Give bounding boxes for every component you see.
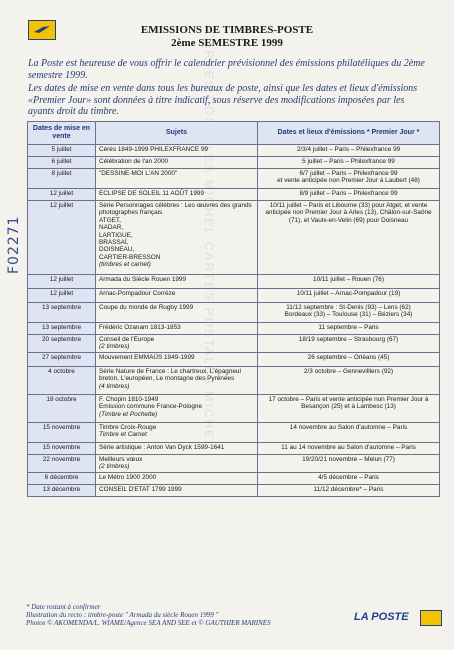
row-date: 13 décembre xyxy=(28,484,96,496)
row-date: 4 octobre xyxy=(28,366,96,394)
row-subject-text: Frédéric Ozanam 1813-1853 xyxy=(99,324,181,331)
row-subject-text: Le Métro 1900 2000 xyxy=(99,473,157,481)
row-subject xyxy=(96,323,258,335)
table-row xyxy=(28,394,440,422)
title-line2: 2ème SEMESTRE 1999 xyxy=(171,37,283,49)
footer-note-1: * Date restant à confirmer xyxy=(26,603,101,611)
row-subject-text: Conseil de l'Europe xyxy=(99,336,155,343)
table-row xyxy=(28,454,440,472)
row-date: 15 novembre xyxy=(28,422,96,442)
row-date: 12 juillet xyxy=(28,189,96,201)
row-subject xyxy=(96,169,258,189)
row-subject-text: Meilleurs vœux xyxy=(99,455,143,463)
row-date: 13 septembre xyxy=(28,303,96,323)
row-subject-text: "DESSINE-MOI L'AN 2000" xyxy=(99,170,178,177)
row-first-day: 11/12 septembre : St-Denis (93) – Lens (62) Bordeaux (33) – Toulouse (31) – Béziers (34) xyxy=(258,303,440,323)
row-first-day: 4/5 décembre – Paris xyxy=(258,472,440,484)
row-date: 5 juillet xyxy=(28,145,96,157)
table-row xyxy=(28,169,440,189)
row-date: 12 juillet xyxy=(28,201,96,275)
intro-text xyxy=(28,58,432,120)
row-subject-text: F. Chopin 1810-1949 Emission commune France-Pologne xyxy=(99,395,203,411)
row-date: 12 juillet xyxy=(28,289,96,303)
row-subject xyxy=(96,366,258,394)
row-first-day: 17 octobre – Paris et vente anticipée non Premier Jour à Besançon (25) et à Lambesc (13) xyxy=(258,394,440,422)
handwritten-reference xyxy=(4,186,26,276)
row-first-day: 8/9 juillet – Paris – Philexfrance 99 xyxy=(258,189,440,201)
table-row xyxy=(28,289,440,303)
page-title xyxy=(0,24,454,50)
row-subject-text: Série Nature de France : Le chartreux, L'épagneul breton, L'européen, Le montagne des Pyrénées xyxy=(99,367,241,383)
row-date: 12 juillet xyxy=(28,275,96,289)
table-row xyxy=(28,352,440,366)
table-row xyxy=(28,484,440,496)
row-first-day: 2/3/4 juillet – Paris – Philexfrance 99 xyxy=(258,145,440,157)
row-subject-note: (4 timbres) xyxy=(99,382,130,390)
row-first-day: 18/19 septembre – Strasbourg (67) xyxy=(258,335,440,353)
header-first-day: Dates et lieux d'émissions * Premier Jour * xyxy=(258,122,440,145)
la-poste-logo-text: LA POSTE xyxy=(354,611,409,623)
table-row xyxy=(28,201,440,275)
table-row xyxy=(28,422,440,442)
row-first-day: 10/11 juillet – Arnac-Pompadour (19) xyxy=(258,289,440,303)
footer-note-3: Photos © AKOMENDA/L. WIAME/Agence SEA AND SEE et © GAUTHIER MARINES xyxy=(26,619,271,627)
table-row xyxy=(28,189,440,201)
row-subject-text: Arnac-Pompadour Corrèze xyxy=(99,290,176,297)
la-poste-logo xyxy=(354,610,442,624)
row-subject xyxy=(96,394,258,422)
row-subject-note: (2 timbres) xyxy=(99,343,130,351)
table-row xyxy=(28,323,440,335)
row-first-day: 11 septembre – Paris xyxy=(258,323,440,335)
row-date: 22 novembre xyxy=(28,454,96,472)
row-subject xyxy=(96,472,258,484)
row-subject-text: CONSEIL D'ETAT 1799 1999 xyxy=(99,485,182,493)
watermark-text: CARTES POSTALES MICHEL CARTES POSTALES MICHEL xyxy=(202,30,216,449)
row-subject xyxy=(96,189,258,201)
row-subject xyxy=(96,201,258,275)
row-date: 6 décembre xyxy=(28,472,96,484)
table-row xyxy=(28,472,440,484)
row-subject-text: ECLIPSE DE SOLEIL 11 AOÛT 1999 xyxy=(99,190,205,197)
handwritten-reference-text: F02271 xyxy=(6,215,22,274)
row-subject xyxy=(96,145,258,157)
row-first-day: 19/20/21 novembre – Melun (77) xyxy=(258,454,440,472)
row-date: 8 juillet xyxy=(28,169,96,189)
row-subject-note: (2 timbres) xyxy=(99,463,130,471)
row-subject-text: Mouvement EMMAÜS 1949-1999 xyxy=(99,353,195,361)
header-subjects: Sujets xyxy=(96,122,258,145)
row-subject-note: Timbre et Carnet xyxy=(99,431,147,439)
row-first-day: 14 novembre au Salon d'automne – Paris xyxy=(258,422,440,442)
row-first-day: 26 septembre – Orléans (45) xyxy=(258,352,440,366)
title-line1: EMISSIONS DE TIMBRES-POSTE xyxy=(140,24,314,36)
footer-notes xyxy=(26,603,316,627)
row-subject xyxy=(96,422,258,442)
row-subject xyxy=(96,484,258,496)
row-subject xyxy=(96,303,258,323)
row-subject-text: Cérès 1849-1999 PHILEXFRANCE 99 xyxy=(99,146,209,153)
emissions-table xyxy=(27,121,440,497)
header-dates: Dates de mise en vente xyxy=(28,122,96,145)
row-subject xyxy=(96,335,258,353)
row-subject-text: Coupe du monde de Rugby 1999 xyxy=(99,304,194,311)
row-date: 27 septembre xyxy=(28,352,96,366)
table-row xyxy=(28,145,440,157)
row-first-day: 5 juillet – Paris – Philexfrance 99 xyxy=(258,157,440,169)
row-first-day: 2/3 octobre – Gennevilliers (92) xyxy=(258,366,440,394)
row-first-day: 10/11 juillet – Rouen (76) xyxy=(258,275,440,289)
table-row xyxy=(28,335,440,353)
row-subject-text: Série Personnages célèbres : Les œuvres des grands photographes français ATGET, NADAR, LARTIGUE, BRASSAÏ, DOISNEAU, CARTIER-BRESSON xyxy=(99,202,252,261)
footer-note-2: Illustration du recto : timbre-poste " Armada du siècle Rouen 1999 " xyxy=(26,611,219,619)
row-subject xyxy=(96,454,258,472)
table-row xyxy=(28,157,440,169)
row-first-day: 6/7 juillet – Paris – Philexfrance 99 et vente anticipée non Premier Jour à Laubert (48) xyxy=(258,169,440,189)
row-subject-note: (Timbre et Pochette) xyxy=(99,410,158,418)
row-date: 15 novembre xyxy=(28,442,96,454)
row-date: 6 juillet xyxy=(28,157,96,169)
row-subject-text: Célébration de l'an 2000 xyxy=(99,158,169,165)
table-header-row xyxy=(28,122,440,145)
row-subject-note: (timbres et carnet) xyxy=(99,261,151,269)
row-subject xyxy=(96,352,258,366)
la-poste-bird-icon xyxy=(420,610,442,626)
row-subject-text: Timbre Croix-Rouge xyxy=(99,423,157,431)
row-subject xyxy=(96,157,258,169)
intro-paragraph-2: Les dates de mise en vente dans tous les bureaux de poste, ainsi que les dates et lieux d'émissions «Premier Jour» sont données à titre indicatif, sous réserve des modifications imposées par les ayants droit du timbre. xyxy=(28,83,418,117)
table-body xyxy=(28,145,440,497)
intro-paragraph-1: La Poste est heureuse de vous offrir le calendrier prévisionnel des émissions philatéliques du 2ème semestre 1999. xyxy=(28,58,425,81)
table-row xyxy=(28,275,440,289)
row-first-day: 11/12 décembre* – Paris xyxy=(258,484,440,496)
table-row xyxy=(28,366,440,394)
row-date: 13 septembre xyxy=(28,323,96,335)
row-subject xyxy=(96,275,258,289)
row-subject-text: Série artistique : Anton Van Dyck 1599-1641 xyxy=(99,443,225,451)
row-date: 18 octobre xyxy=(28,394,96,422)
row-date: 20 septembre xyxy=(28,335,96,353)
table-row xyxy=(28,303,440,323)
row-subject-text: Armada du Siècle Rouen 1999 xyxy=(99,276,187,283)
table-row xyxy=(28,442,440,454)
row-first-day: 11 au 14 novembre au Salon d'automne – Paris xyxy=(258,442,440,454)
row-subject xyxy=(96,289,258,303)
row-subject xyxy=(96,442,258,454)
row-first-day: 10/11 juillet – Paris et Libourne (33) pour Atget, et vente anticipée non Premier Jour à Arles (13), Châlon-sur-Saône (71), et Vaulx-en-Velin (69) pour Doisneau xyxy=(258,201,440,275)
